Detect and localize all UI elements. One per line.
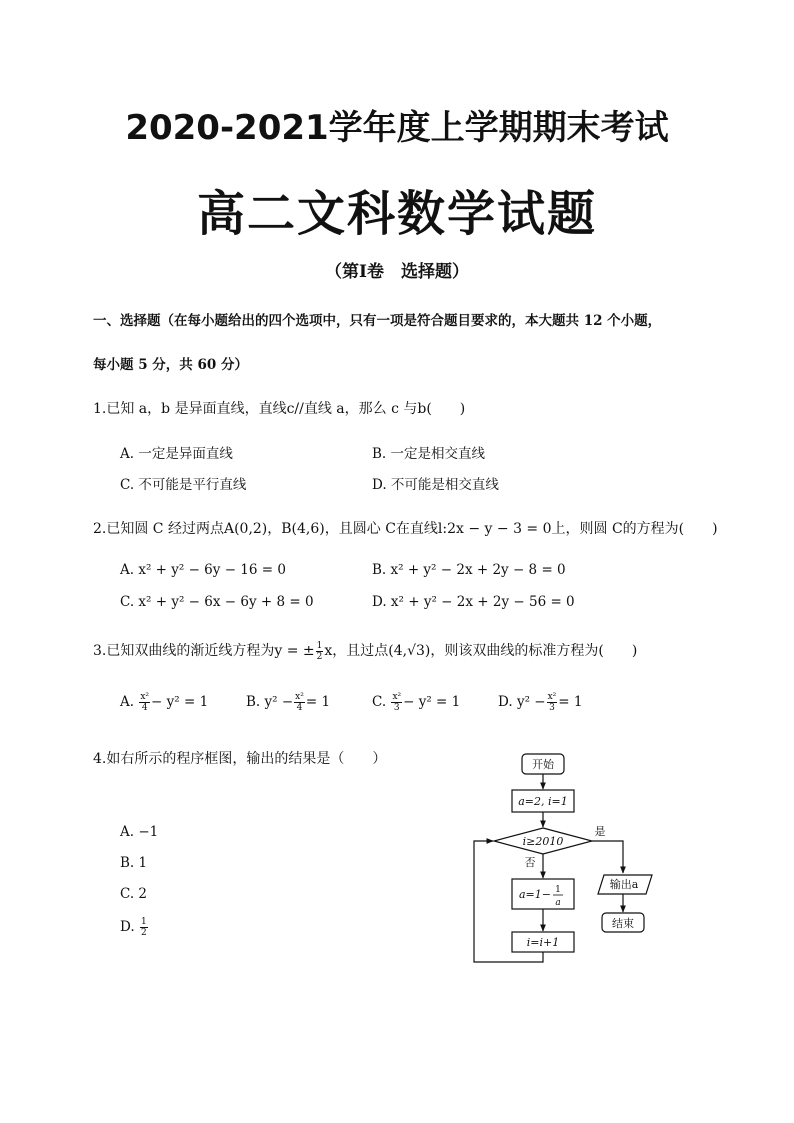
question-3-stem-start: 3.已知双曲线的渐近线方程为y = ± — [93, 643, 315, 659]
question-4-option-a: A. −1 — [120, 824, 159, 840]
question-2-option-a: A. x² + y² − 6y − 16 = 0 — [120, 562, 286, 578]
volume-title: （第Ⅰ卷 选择题） — [325, 262, 469, 282]
question-3-stem-end: x，且过点(4,√3)，则该双曲线的标准方程为( ) — [324, 643, 638, 659]
question-1-option-b: B. 一定是相交直线 — [372, 446, 486, 462]
question-1-option-a: A. 一定是异面直线 — [120, 446, 233, 462]
flowchart-assign-denominator: a — [555, 898, 561, 908]
question-3-option-c: C. $\frac{\text{x²}}{3}$ − y² = 1 — [372, 692, 461, 713]
question-2-option-d: D. x² + y² − 2x + 2y − 56 = 0 — [372, 594, 575, 610]
flowchart-assign-label: a=1− — [519, 888, 551, 901]
flowchart-condition-label: i≥2010 — [522, 835, 564, 848]
exam-title-year: 2020-2021学年度上学期期末考试 — [125, 108, 669, 148]
question-3-option-d: D. y² − $\frac{\text{x²}}{3}$ = 1 — [498, 692, 583, 713]
flowchart-init-label: a=2, i=1 — [518, 795, 568, 808]
program-flowchart — [460, 745, 690, 975]
question-2-stem: 2.已知圆 C 经过两点A(0,2)，B(4,6)，且圆心 C在直线l:2x − y − 3 = 0上，则圆 C的方程为( ) — [93, 521, 718, 537]
section-instructions-line2: 每小题 5 分，共 60 分） — [93, 357, 248, 373]
flowchart-start-label: 开始 — [532, 758, 554, 771]
question-2-option-b: B. x² + y² − 2x + 2y − 8 = 0 — [372, 562, 566, 578]
question-2-option-c: C. x² + y² − 6x − 6y + 8 = 0 — [120, 594, 314, 610]
flowchart-end-label: 结束 — [612, 917, 634, 930]
question-4-option-c: C. 2 — [120, 886, 148, 902]
question-3-stem-fraction: $\frac{1}{2}$ — [316, 640, 323, 662]
flowchart-increment-label: i=i+1 — [526, 936, 560, 949]
question-1-option-c: C. 不可能是平行直线 — [120, 477, 247, 493]
question-1-stem: 1.已知 a，b 是异面直线，直线c//直线 a，那么 c 与b( ) — [93, 401, 466, 417]
question-4-stem: 4.如右所示的程序框图，输出的结果是（ ） — [93, 751, 387, 767]
flowchart-output-label: 输出a — [609, 878, 639, 891]
exam-title-subject: 高二文科数学试题 — [196, 186, 597, 242]
question-1-option-d: D. 不可能是相交直线 — [372, 477, 499, 493]
question-4-option-b: B. 1 — [120, 855, 148, 871]
question-3-option-a: A. $\frac{\text{x²}}{4}$ − y² = 1 — [120, 692, 209, 713]
flowchart-assign-numerator: 1 — [555, 885, 561, 895]
section-instructions-line1: 一、选择题（在每小题给出的四个选项中，只有一项是符合题目要求的，本大题共 12 个小题， — [93, 313, 662, 329]
question-4-option-d: D. $\frac{1}{2}$ — [120, 917, 147, 938]
flowchart-yes-label: 是 — [594, 825, 606, 838]
flowchart-no-label: 否 — [524, 856, 536, 869]
question-3-option-b: B. y² − $\frac{\text{x²}}{4}$ = 1 — [246, 692, 331, 713]
question-3-stem — [93, 640, 637, 662]
